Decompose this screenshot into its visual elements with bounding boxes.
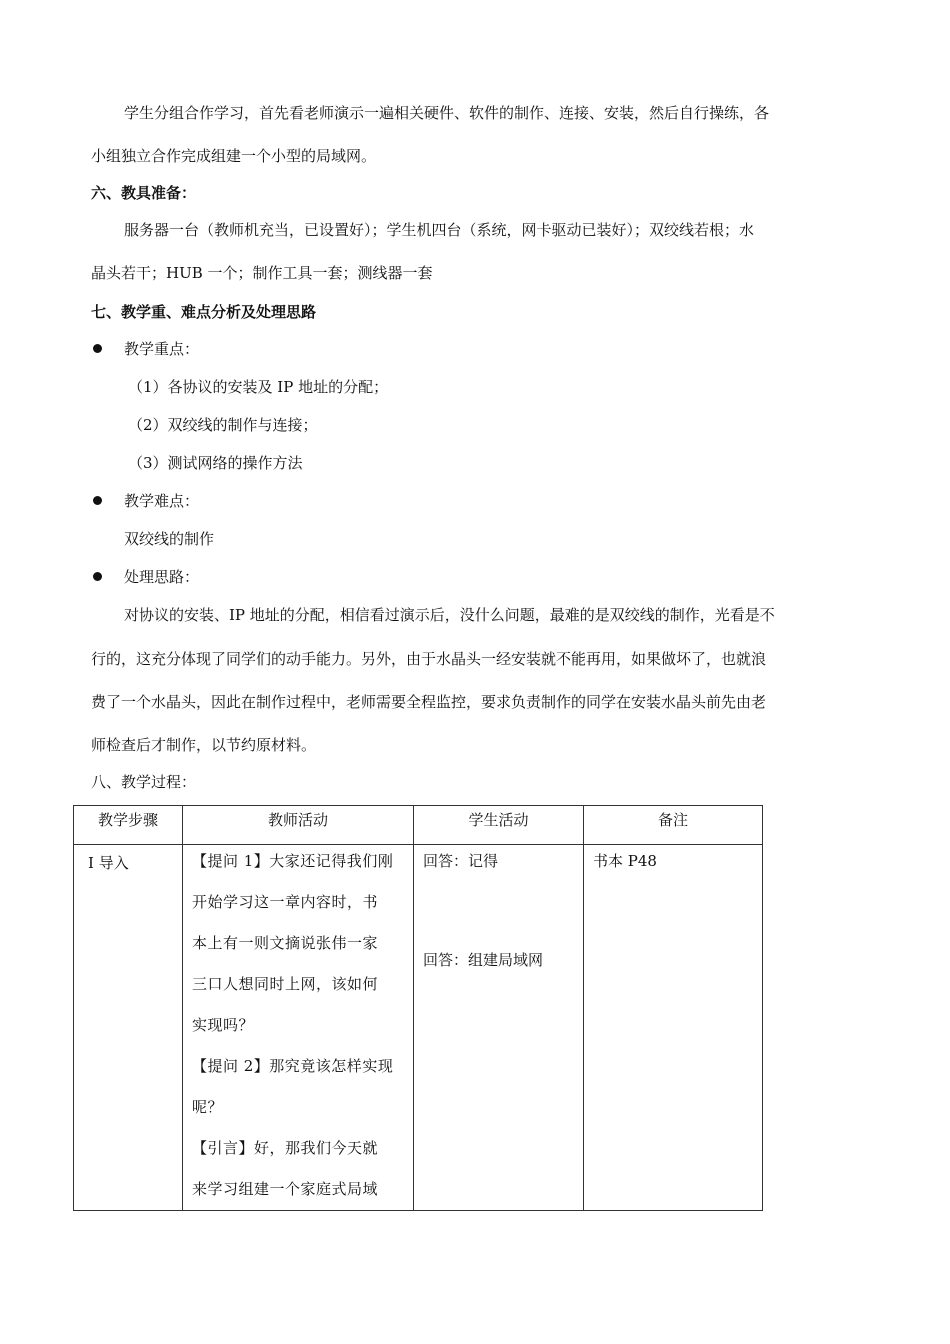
teacher-activity-line: 本上有一则文摘说张伟一家 (192, 934, 379, 952)
teaching-process-table (73, 805, 763, 1211)
paragraph-line: 晶头若干；HUB 一个；制作工具一套；测线器一套 (91, 264, 433, 282)
paragraph-line: 学生分组合作学习，首先看老师演示一遍相关硬件、软件的制作、连接、安装，然后自行操练，各 (124, 104, 770, 122)
paragraph-line: 对协议的安装、IP 地址的分配，相信看过演示后，没什么问题，最难的是双绞线的制作，光看是不 (124, 606, 775, 624)
teacher-activity-line: 来学习组建一个家庭式局域 (192, 1180, 379, 1198)
bullet-icon (93, 496, 102, 505)
teacher-activity-line: 【提问 2】那究竟该怎样实现 (192, 1057, 394, 1075)
note-text: 书本 P48 (593, 852, 657, 870)
bullet-label: 教学难点： (124, 492, 200, 510)
table-header-cell: 教学步骤 (74, 806, 183, 845)
teacher-activity-cell (183, 845, 414, 1211)
list-item: （3）测试网络的操作方法 (128, 454, 303, 472)
teacher-activity-line: 【提问 1】大家还记得我们刚 (192, 852, 394, 870)
student-activity-line: 回答：组建局域网 (423, 951, 544, 969)
bullet-icon (93, 344, 102, 353)
student-activity-cell (414, 845, 584, 1211)
teacher-activity-line: 【引言】好，那我们今天就 (192, 1139, 379, 1157)
paragraph-line: 小组独立合作完成组建一个小型的局域网。 (91, 147, 377, 165)
paragraph-line: 行的，这充分体现了同学们的动手能力。另外，由于水晶头一经安装就不能再用，如果做坏了，也就浪 (91, 650, 767, 668)
step-label: Ⅰ 导入 (88, 854, 129, 872)
note-cell (584, 845, 763, 1211)
section-heading: 七、教学重、难点分析及处理思路 (91, 303, 317, 321)
bullet-icon (93, 572, 102, 581)
section-heading: 八、教学过程： (91, 773, 197, 791)
table-header-cell: 备注 (584, 806, 763, 845)
step-cell (74, 845, 183, 1211)
teacher-activity-line: 三口人想同时上网，该如何 (192, 975, 379, 993)
table-header-cell: 学生活动 (414, 806, 584, 845)
teacher-activity-line: 实现吗？ (192, 1016, 255, 1034)
table-header-cell: 教师活动 (183, 806, 414, 845)
list-item: 双绞线的制作 (124, 530, 215, 548)
student-activity-line: 回答：记得 (423, 852, 499, 870)
list-item: （2）双绞线的制作与连接； (128, 416, 318, 434)
teacher-activity-line: 开始学习这一章内容时，书 (192, 893, 379, 911)
paragraph-line: 费了一个水晶头，因此在制作过程中，老师需要全程监控，要求负责制作的同学在安装水晶头前先由老 (91, 693, 767, 711)
bullet-label: 教学重点： (124, 340, 200, 358)
bullet-label: 处理思路： (124, 568, 200, 586)
paragraph-line: 服务器一台（教师机充当，已设置好）；学生机四台（系统，网卡驱动已装好）；双绞线若根；水 (124, 221, 755, 239)
section-heading: 六、教具准备： (91, 184, 197, 202)
list-item: （1）各协议的安装及 IP 地址的分配； (128, 378, 389, 396)
teacher-activity-line: 呢？ (192, 1098, 224, 1116)
paragraph-line: 师检查后才制作，以节约原材料。 (91, 736, 317, 754)
table-row (74, 845, 763, 1211)
table-header-row (74, 806, 763, 845)
